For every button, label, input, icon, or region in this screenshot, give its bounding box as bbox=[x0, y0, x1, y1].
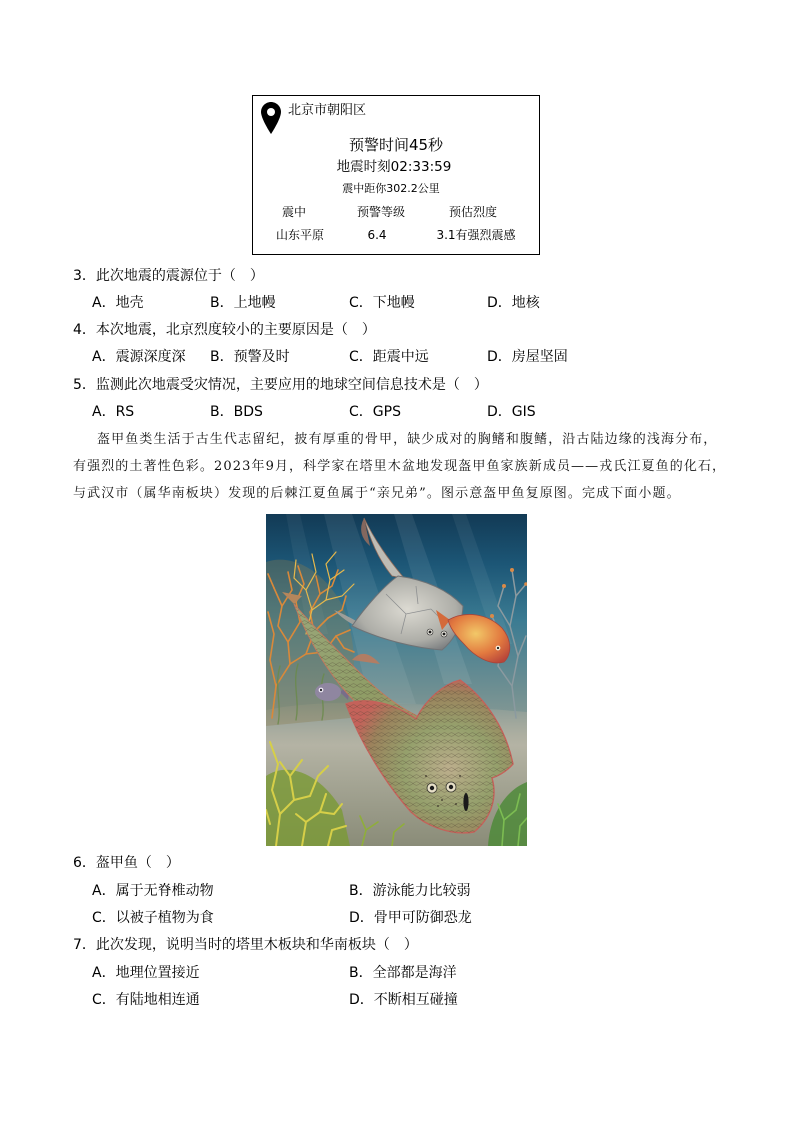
question-4-stem: 4．本次地震，北京烈度较小的主要原因是（ ） bbox=[73, 322, 376, 338]
question-7-option-c: C．有陆地相连通 bbox=[92, 992, 200, 1008]
question-3-option-c: C．下地幔 bbox=[349, 295, 415, 311]
gray-fish-pupil-right bbox=[443, 633, 446, 636]
question-5-stem: 5．监测此次地震受灾情况，主要应用的地球空间信息技术是（ ） bbox=[73, 377, 488, 393]
table-value-epicenter: 山东平原 bbox=[275, 228, 325, 242]
question-5-option-a: A．RS bbox=[92, 404, 135, 420]
table-value-intensity: 3.1有强烈震感 bbox=[436, 228, 516, 242]
orange-fish-pupil bbox=[497, 647, 499, 649]
warning-time: 预警时间45秒 bbox=[348, 136, 444, 154]
question-6-option-d: D．骨甲可防御恐龙 bbox=[349, 910, 472, 926]
question-3-option-d: D．地核 bbox=[487, 295, 540, 311]
question-7-option-d: D．不断相互碰撞 bbox=[349, 992, 458, 1008]
earthquake-warning-card bbox=[252, 95, 540, 255]
table-header-epicenter: 震中 bbox=[281, 205, 307, 219]
question-6-stem: 6．盔甲鱼（ ） bbox=[73, 855, 180, 871]
passage-line-2: 有强烈的土著性色彩。2023年9月，科学家在塔里木盆地发现盔甲鱼家族新成员——戎氏江夏鱼的化石， bbox=[73, 459, 727, 474]
gray-fish-pupil-left bbox=[429, 631, 432, 634]
question-5-option-d: D．GIS bbox=[487, 404, 536, 420]
question-6-option-c: C．以被子植物为食 bbox=[92, 910, 214, 926]
question-4-option-c: C．距震中远 bbox=[349, 349, 429, 365]
quake-time: 地震时刻02:33:59 bbox=[336, 159, 452, 175]
table-header-intensity: 预估烈度 bbox=[448, 205, 498, 219]
question-3-option-a: A．地壳 bbox=[92, 295, 144, 311]
passage-line-3: 与武汉市（属华南板块）发现的后棘江夏鱼属于“亲兄弟”。图示意盔甲鱼复原图。完成下面小题。 bbox=[73, 486, 681, 501]
question-5-option-c: C．GPS bbox=[349, 404, 401, 420]
table-value-warning-level: 6.4 bbox=[367, 228, 387, 242]
question-3-stem: 3．此次地震的震源位于（ ） bbox=[73, 268, 264, 284]
table-header-warning-level: 预警等级 bbox=[356, 205, 406, 219]
question-7-option-b: B．全部都是海洋 bbox=[349, 965, 457, 981]
large-fish-pupil-left bbox=[430, 786, 434, 790]
passage-line-1: 盔甲鱼类生活于古生代志留纪，披有厚重的骨甲，缺少成对的胸鳍和腹鳍，沿古陆边缘的浅海分布， bbox=[97, 432, 718, 447]
location-pin-icon bbox=[261, 102, 281, 134]
large-fish-nasohypophysial-opening bbox=[463, 793, 468, 811]
armored-fish-illustration bbox=[266, 514, 527, 846]
question-7-option-a: A．地理位置接近 bbox=[92, 965, 200, 981]
question-7-stem: 7．此次发现，说明当时的塔里木板块和华南板块（ ） bbox=[73, 937, 418, 953]
question-6-option-b: B．游泳能力比较弱 bbox=[349, 883, 471, 899]
question-5-option-b: B．BDS bbox=[210, 404, 263, 420]
warning-location: 北京市朝阳区 bbox=[288, 103, 367, 118]
question-4-option-b: B．预警及时 bbox=[210, 349, 290, 365]
question-6-option-a: A．属于无脊椎动物 bbox=[92, 883, 214, 899]
question-3-option-b: B．上地幔 bbox=[210, 295, 276, 311]
question-4-option-a: A．震源深度深 bbox=[92, 349, 186, 365]
large-fish-pupil-right bbox=[449, 785, 453, 789]
question-4-option-d: D．房屋坚固 bbox=[487, 349, 568, 365]
epicenter-distance: 震中距你302.2公里 bbox=[342, 182, 440, 195]
